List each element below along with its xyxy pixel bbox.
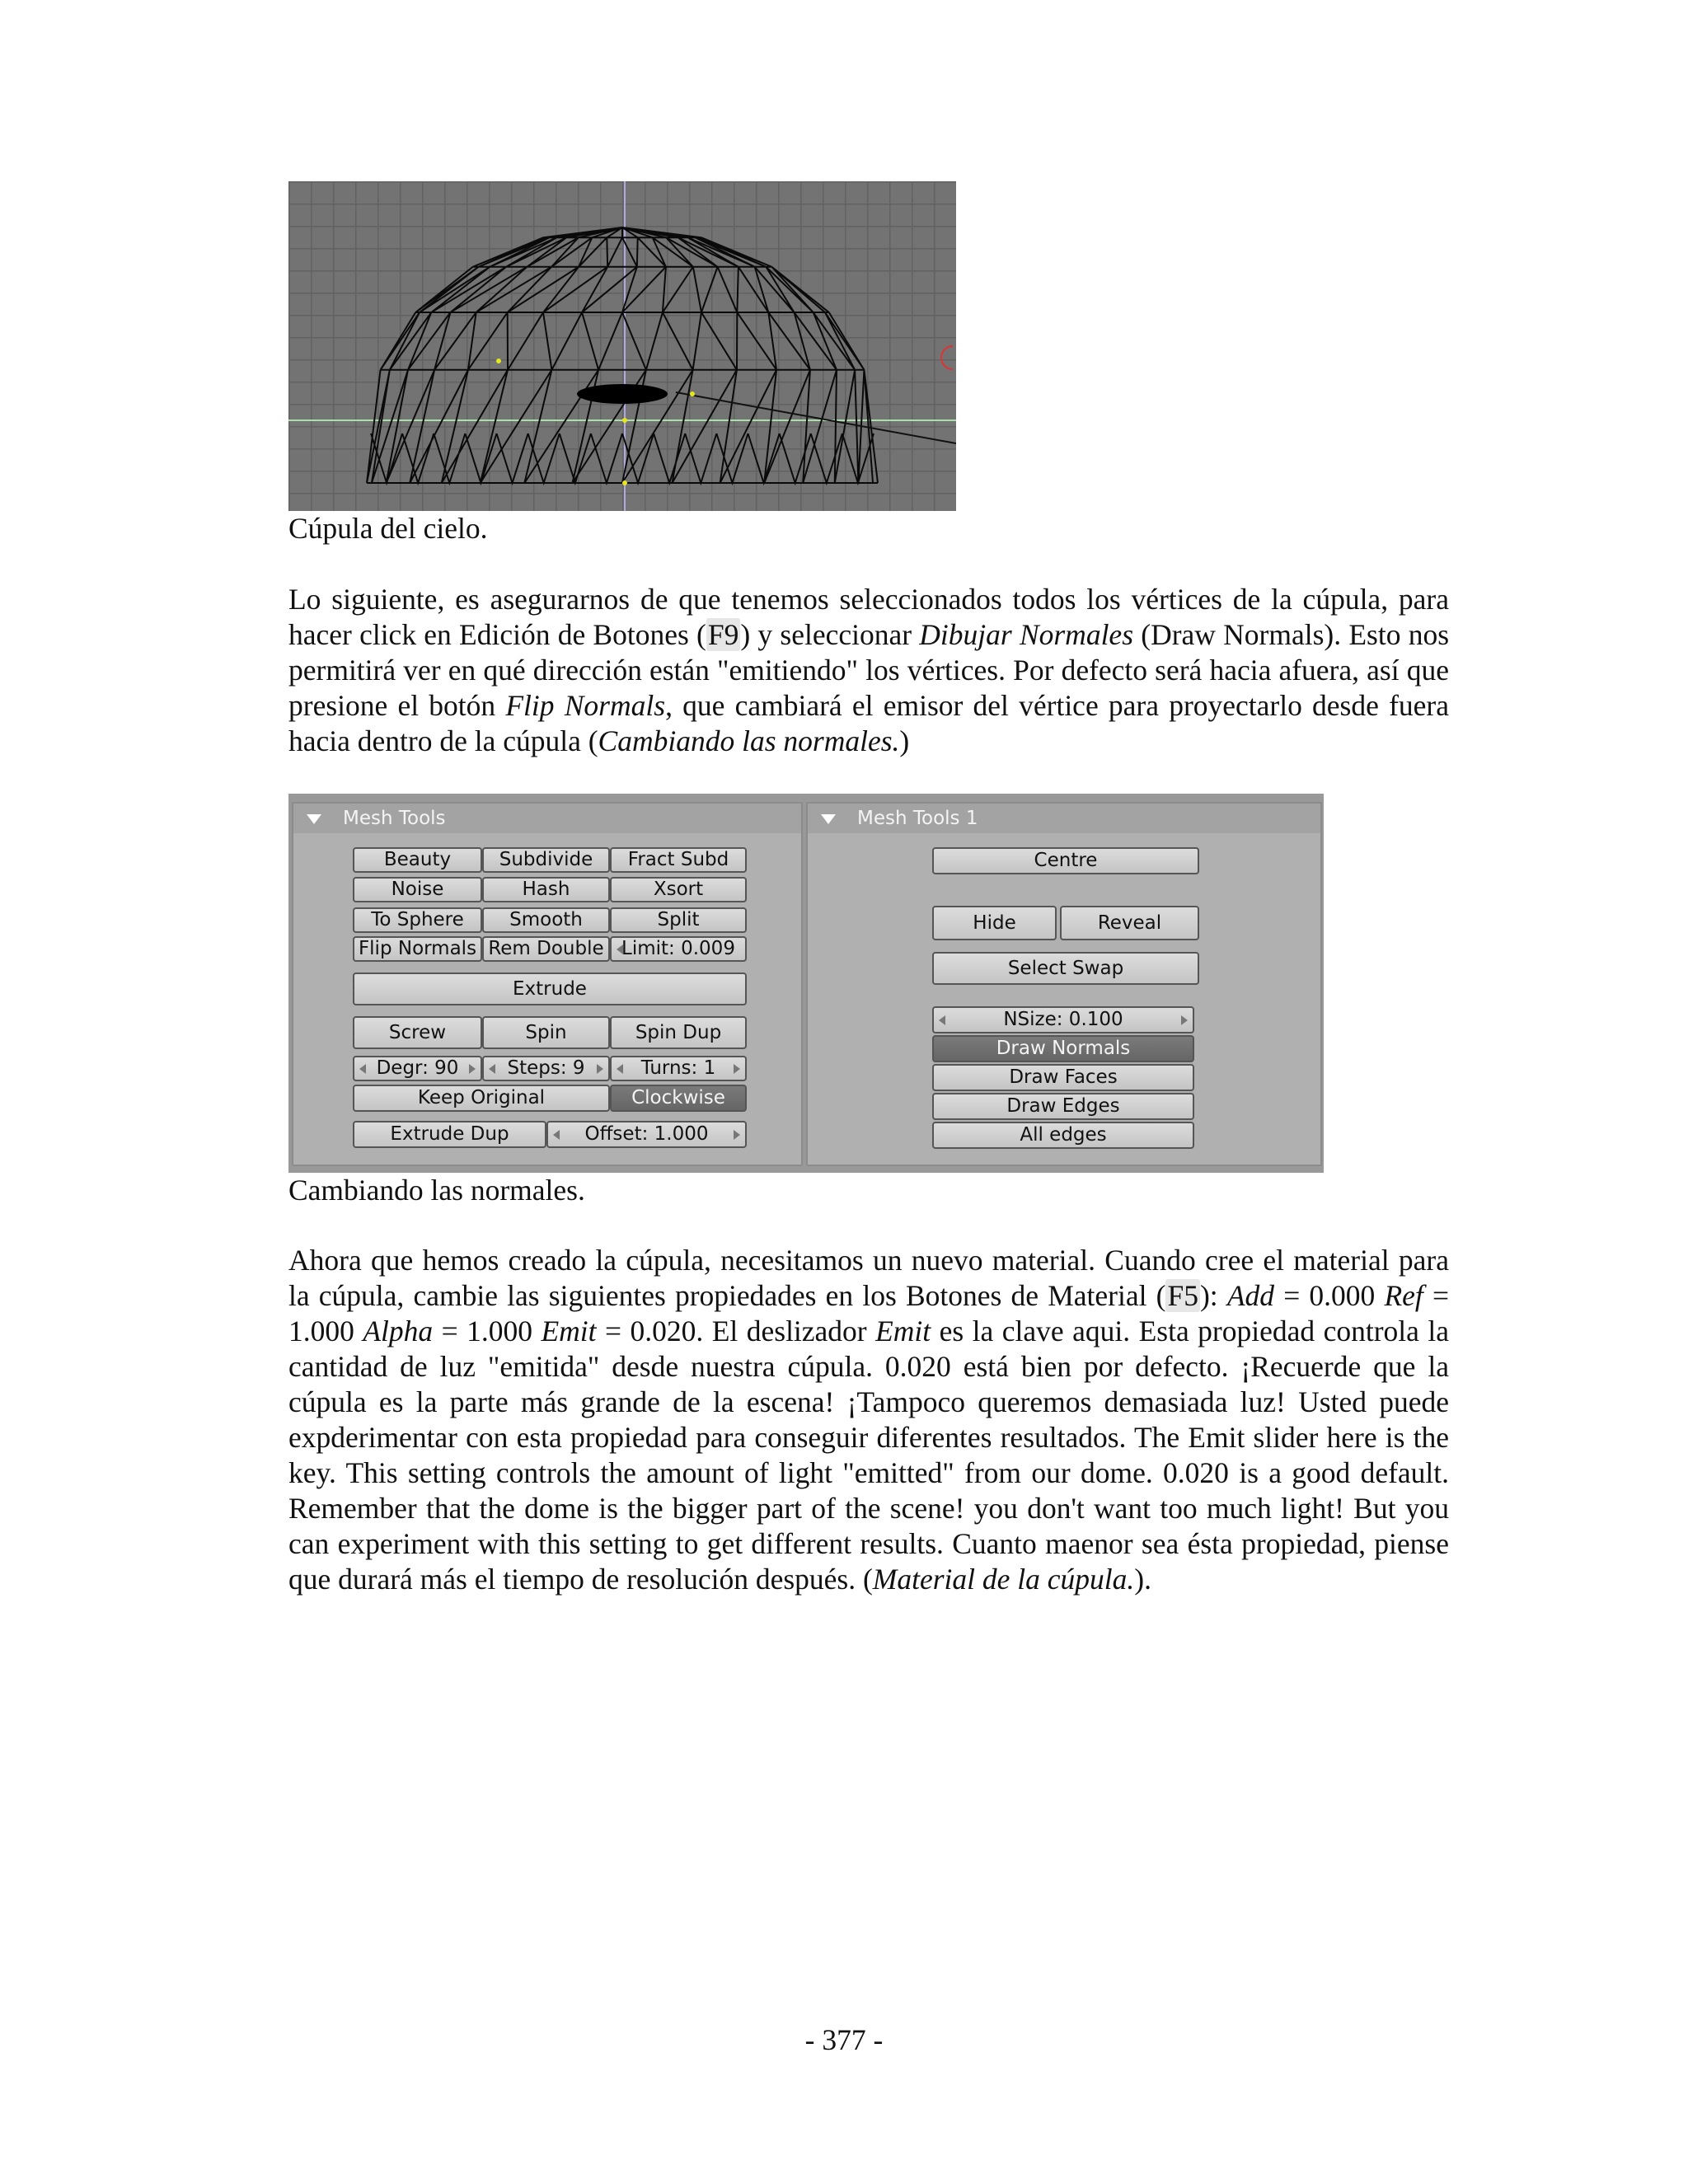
nsize-number-field[interactable]: NSize: 0.100 bbox=[932, 1006, 1194, 1033]
arrow-right-icon[interactable] bbox=[597, 1064, 603, 1074]
paragraph-1: Lo siguiente, es asegurarnos de que tenemos seleccionados todos los vértices de la cúpula, para hacer click en Edición de Botones (F9) y seleccionar Dibujar Normales (Draw Normals). Esto nos permitirá ver en qué dirección están "emitiendo" los vértices. Por defecto será hacia afuera, así que presione el botón Flip Normals, que cambiará el emisor del vértice para proyectarlo desde fuera hacia dentro de la cúpula (Cambiando las normales.) bbox=[288, 583, 1450, 757]
reveal-button[interactable]: Reveal bbox=[1060, 906, 1199, 940]
draw-faces-toggle[interactable]: Draw Faces bbox=[932, 1064, 1194, 1091]
subdivide-button[interactable]: Subdivide bbox=[482, 847, 610, 873]
page-number: - 377 - bbox=[804, 2023, 884, 2056]
scene-object bbox=[577, 384, 668, 404]
arrow-left-icon[interactable] bbox=[359, 1064, 366, 1074]
offset-number-field[interactable]: Offset: 1.000 bbox=[546, 1121, 747, 1148]
viewport-dome-image bbox=[288, 181, 956, 511]
arrow-left-icon[interactable] bbox=[489, 1064, 495, 1074]
select-swap-button[interactable]: Select Swap bbox=[932, 952, 1199, 985]
arrow-right-icon[interactable] bbox=[469, 1064, 476, 1074]
arrow-left-icon[interactable] bbox=[939, 1015, 945, 1025]
centre-button[interactable]: Centre bbox=[932, 847, 1199, 874]
lamp-marker bbox=[941, 346, 953, 369]
to-sphere-button[interactable]: To Sphere bbox=[353, 907, 482, 933]
keep-original-toggle[interactable]: Keep Original bbox=[353, 1085, 610, 1112]
fract-subd-button[interactable]: Fract Subd bbox=[610, 847, 747, 873]
screw-button[interactable]: Screw bbox=[353, 1016, 482, 1049]
turns-number-field[interactable]: Turns: 1 bbox=[610, 1056, 747, 1081]
collapse-triangle-icon[interactable] bbox=[307, 814, 321, 824]
noise-button[interactable]: Noise bbox=[353, 877, 482, 902]
draw-edges-toggle[interactable]: Draw Edges bbox=[932, 1093, 1194, 1120]
dome-wireframe bbox=[288, 181, 956, 511]
selected-vertex bbox=[690, 391, 695, 396]
xsort-button[interactable]: Xsort bbox=[610, 877, 747, 902]
mesh-tools-header[interactable] bbox=[293, 804, 801, 833]
flip-normals-button[interactable]: Flip Normals bbox=[353, 936, 482, 962]
extrude-button[interactable]: Extrude bbox=[353, 972, 747, 1005]
arrow-left-icon[interactable] bbox=[617, 1064, 623, 1074]
extrude-dup-button[interactable]: Extrude Dup bbox=[353, 1121, 546, 1148]
mesh-tools-title: Mesh Tools bbox=[343, 808, 446, 829]
split-button[interactable]: Split bbox=[610, 907, 747, 933]
arrow-left-icon[interactable] bbox=[617, 944, 623, 954]
mesh-tools-1-header[interactable] bbox=[808, 804, 1320, 833]
dome-edges bbox=[367, 227, 878, 483]
arrow-right-icon[interactable] bbox=[734, 1064, 740, 1074]
rem-double-button[interactable]: Rem Double bbox=[482, 936, 610, 962]
figure2-caption: Cambiando las normales. bbox=[288, 1174, 585, 1207]
mesh-tools-1-title: Mesh Tools 1 bbox=[857, 808, 978, 829]
selected-vertex bbox=[496, 359, 501, 363]
selected-vertex bbox=[622, 418, 627, 423]
degr-number-field[interactable]: Degr: 90 bbox=[353, 1056, 482, 1081]
collapse-triangle-icon[interactable] bbox=[821, 814, 836, 824]
draw-normals-toggle[interactable]: Draw Normals bbox=[932, 1035, 1194, 1062]
spin-dup-button[interactable]: Spin Dup bbox=[610, 1016, 747, 1049]
smooth-button[interactable]: Smooth bbox=[482, 907, 610, 933]
selected-vertex bbox=[622, 480, 627, 485]
key-f5: F5 bbox=[1167, 1279, 1198, 1312]
clockwise-toggle[interactable]: Clockwise bbox=[610, 1085, 747, 1112]
paragraph-2: Ahora que hemos creado la cúpula, necesitamos un nuevo material. Cuando cree el material para la cúpula, cambie las siguientes propiedades en los Botones de Material (F5): Add = 0.000 Ref = 1.000 Alpha = 1.000 Emit = 0.020. El deslizador Emit es la clave aqui. Esta propiedad controla la cantidad de luz "emitida" desde nuestra cúpula. 0.020 está bien por defecto. ¡Recuerde que la cúpula es la parte más grande de la escena! ¡Tampoco queremos demasiada luz! Usted puede expderimentar con esta propiedad para conseguir diferentes resultados. The Emit slider here is the key. This setting controls the amount of light "emitted" from our dome. 0.020 is a good default. Remember that the dome is the bigger part of the scene! you don't want too much light! But you can experiment with this setting to get different results. Cuanto maenor sea ésta propiedad, piense que durará más el tiempo de resolución después. (Material de la cúpula.). bbox=[288, 1244, 1450, 1596]
steps-number-field[interactable]: Steps: 9 bbox=[482, 1056, 610, 1081]
arrow-right-icon[interactable] bbox=[1181, 1015, 1188, 1025]
all-edges-toggle[interactable]: All edges bbox=[932, 1122, 1194, 1149]
key-f9: F9 bbox=[707, 618, 739, 651]
hash-button[interactable]: Hash bbox=[482, 877, 610, 902]
blender-mesh-tools-panel bbox=[288, 794, 1324, 1173]
hide-button[interactable]: Hide bbox=[932, 906, 1057, 940]
beauty-button[interactable]: Beauty bbox=[353, 847, 482, 873]
spin-button[interactable]: Spin bbox=[482, 1016, 610, 1049]
arrow-left-icon[interactable] bbox=[553, 1130, 560, 1140]
figure1-caption: Cúpula del cielo. bbox=[288, 512, 488, 545]
arrow-right-icon[interactable] bbox=[734, 1130, 740, 1140]
limit-number-field[interactable]: Limit: 0.009 bbox=[610, 936, 747, 962]
